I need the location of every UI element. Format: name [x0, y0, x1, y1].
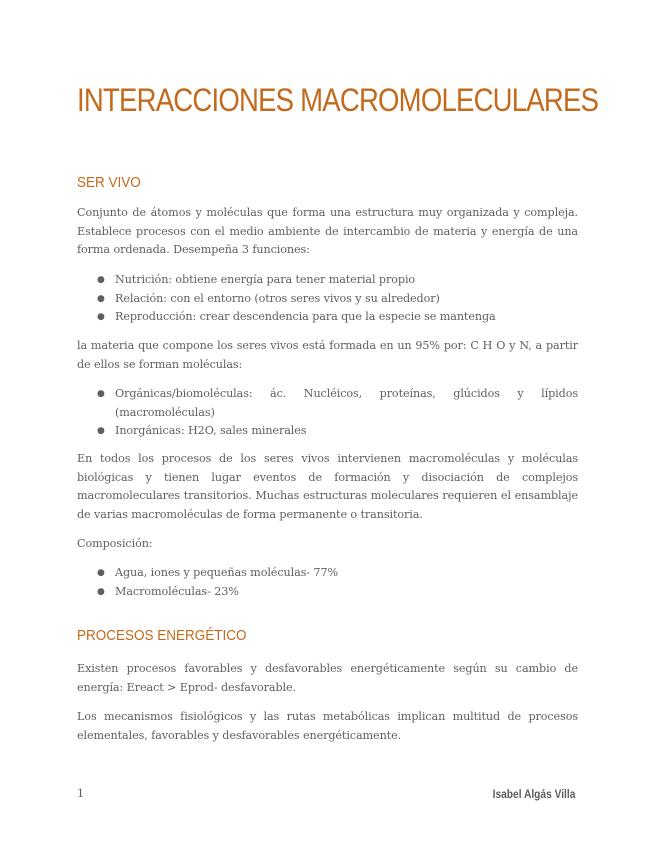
- list-item-text: Agua, iones y pequeñas moléculas- 77%: [115, 566, 338, 579]
- list-item: [77, 385, 578, 422]
- bullet-icon: ●: [97, 389, 105, 399]
- composition-list: [77, 564, 578, 601]
- document-title: INTERACCIONES MACROMOLECULARES: [77, 82, 599, 118]
- list-item-text: Reproducción: crear descendencia para que la especie se mantenga: [115, 310, 496, 323]
- list-item-text: Macromoléculas- 23%: [115, 584, 239, 598]
- list-item-text: Inorgánicas: H2O, sales minerales: [115, 424, 307, 437]
- bullet-icon: ●: [97, 568, 105, 578]
- paragraph-energy-favorability: Existen procesos favorables y desfavorables energéticamente según su cambio de energía: Ereact > Eprod- desfavorable.: [77, 662, 578, 694]
- list-item: [77, 290, 578, 309]
- list-item-text: Nutrición: obtiene energía para tener material propio: [115, 273, 416, 286]
- paragraph-ser-vivo-definition: Conjunto de átomos y moléculas que forma una estructura muy organizada y compleja. Establece procesos con el medio ambiente de intercambio de materia y energía de una forma ordenada. Desempeña 3 funciones:: [77, 206, 578, 256]
- bullet-icon: ●: [97, 275, 105, 285]
- molecules-list: [77, 385, 578, 441]
- list-item: [77, 564, 578, 583]
- bullet-icon: ●: [97, 293, 105, 304]
- bullet-icon: ●: [97, 426, 105, 436]
- section-heading-ser-vivo: SER VIVO: [77, 174, 141, 191]
- composition-label: Composición:: [77, 537, 153, 550]
- list-item: [77, 422, 578, 441]
- list-item: [77, 271, 578, 290]
- bullet-icon: ●: [97, 586, 105, 597]
- footer-author: Isabel Algás Villa: [492, 787, 575, 801]
- page-number: 1: [77, 787, 85, 800]
- list-item-text: Relación: con el entorno (otros seres vivos y su alrededor): [115, 291, 440, 305]
- bullet-icon: ●: [97, 312, 105, 322]
- paragraph-physiological-mechanisms: Los mecanismos fisiológicos y las rutas metabólicas implican multitud de procesos elementales, favorables y desfavorables energéticamente.: [77, 710, 578, 742]
- list-item-text: Orgánicas/biomoléculas: ác. Nucléicos, proteínas, glúcidos y lípidos (macromoléculas): [115, 387, 578, 419]
- functions-list: [77, 271, 578, 327]
- paragraph-macromolecules-processes: En todos los procesos de los seres vivos intervienen macromoléculas y moléculas biológicas y tienen lugar eventos de formación y disociación de complejos macromoleculares transitorios. Muchas estructuras moleculares requieren el ensamblaje de varias macromoléculas de forma permanente o transitoria.: [77, 452, 578, 521]
- paragraph-matter-composition: la materia que compone los seres vivos está formada en un 95% por: C H O y N, a partir de ellos se forman moléculas:: [77, 339, 578, 371]
- list-item: [77, 308, 578, 327]
- section-heading-procesos-energetico: PROCESOS ENERGÉTICO: [77, 627, 247, 644]
- list-item: [77, 583, 578, 602]
